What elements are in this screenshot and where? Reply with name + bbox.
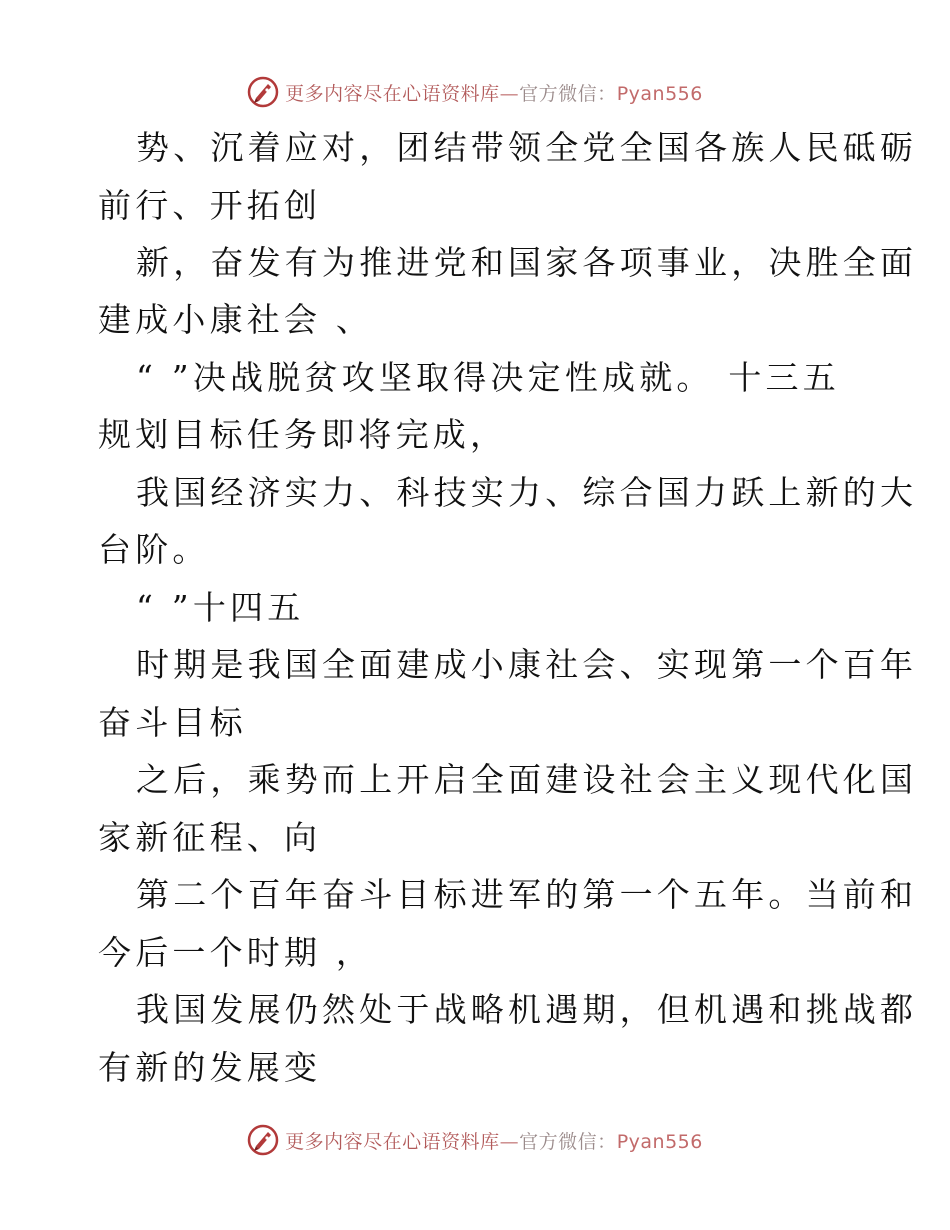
body-line: 我国经济实力、科技实力、综合国力跃上新的大 [136,473,918,512]
header-wechat-id: Pyan556 [616,82,703,105]
body-line: 台阶。 [98,530,210,569]
footer-site-text: 更多内容尽在心语资料库 [285,1130,500,1153]
pen-nib-logo-icon [247,1124,279,1156]
body-line: 有新的发展变 [98,1048,322,1087]
body-line: 奋斗目标 [98,703,247,742]
header-wechat-label: 官方微信： [519,82,617,105]
header-site-text: 更多内容尽在心语资料库 [285,82,500,105]
body-line: 建成小康社会 、 [98,300,374,339]
footer-wechat-label: 官方微信： [519,1130,617,1153]
body-line: 第二个百年奋斗目标进军的第一个五年。当前和 [136,875,918,914]
body-line: 家新征程、向 [98,818,322,857]
body-line: “ ”十四五 [136,588,305,627]
body-line: 我国发展仍然处于战略机遇期，但机遇和挑战都 [136,990,918,1029]
body-line: 新，奋发有为推进党和国家各项事业，决胜全面 [136,243,918,282]
footer-separator: — [499,1130,520,1153]
footer-wechat-id: Pyan556 [616,1130,703,1153]
header-separator: — [499,82,520,105]
body-line: 规划目标任务即将完成， [98,415,508,454]
header-text [285,79,703,106]
pen-nib-logo-icon [247,76,279,108]
body-line: 势、沉着应对，团结带领全党全国各族人民砥砺 [136,128,918,167]
footer-text [285,1127,703,1154]
body-line: 时期是我国全面建成小康社会、实现第一个百年 [136,645,918,684]
body-line: 之后，乘势而上开启全面建设社会主义现代化国 [136,760,918,799]
body-line: 前行、开拓创 [98,186,322,225]
body-line: 今后一个时期 ， [98,933,374,972]
body-line: “ ”决战脱贫攻坚取得决定性成就。 十三五 [136,358,840,397]
header-banner [0,72,950,112]
footer-banner [0,1120,950,1160]
